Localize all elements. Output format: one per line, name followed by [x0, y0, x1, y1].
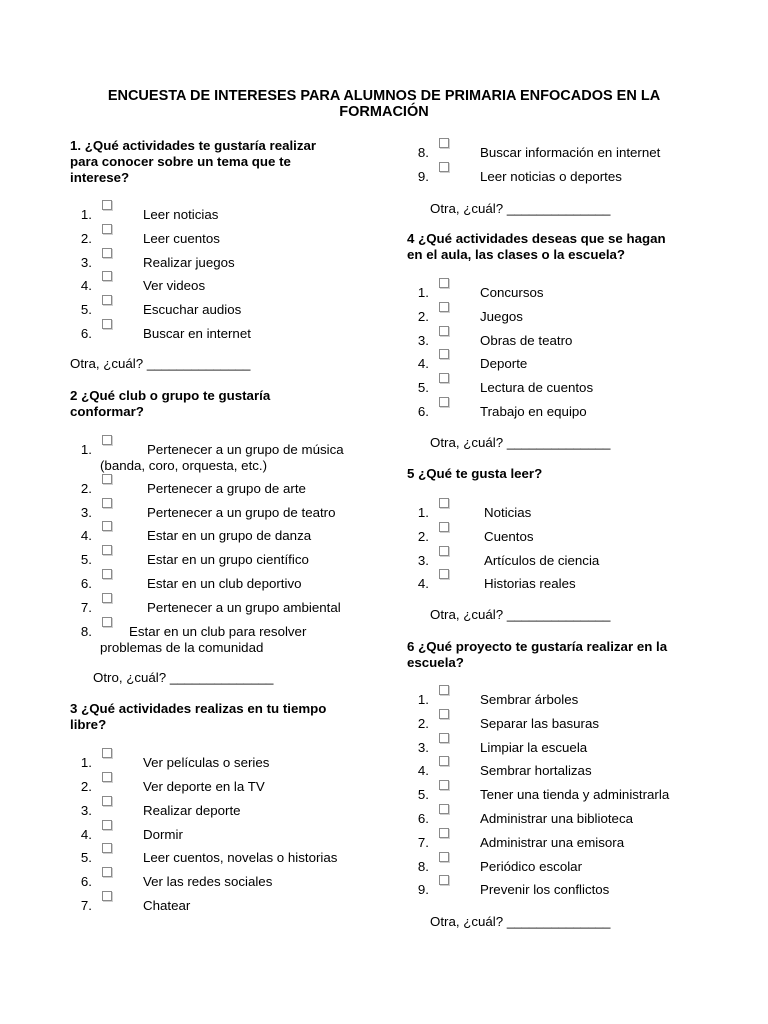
q3-option-1[interactable] — [78, 755, 398, 771]
document-title — [60, 88, 708, 120]
option-number: 9. — [417, 169, 429, 184]
option-number: 3. — [80, 505, 92, 520]
q3-option-8[interactable] — [415, 145, 735, 161]
checkbox[interactable] — [439, 780, 449, 790]
option-label-cont: (banda, coro, orquesta, etc.) — [100, 458, 268, 473]
q3-option-3[interactable] — [78, 803, 398, 819]
option-label: Leer noticias — [143, 207, 219, 222]
checkbox[interactable] — [102, 820, 112, 830]
option-label: Leer noticias o deportes — [480, 169, 622, 184]
option-number: 4. — [80, 827, 92, 842]
checkbox[interactable] — [439, 569, 449, 579]
checkbox[interactable] — [439, 522, 449, 532]
q5-other-field[interactable]: Otra, ¿cuál? ______________ — [430, 607, 611, 622]
question-3-heading — [70, 701, 370, 733]
q1-option-6[interactable] — [78, 326, 398, 342]
question-3-line: libre? — [70, 717, 107, 732]
q2-option-3[interactable] — [78, 505, 398, 521]
option-label: Cuentos — [484, 528, 534, 544]
q6-other-field[interactable]: Otra, ¿cuál? ______________ — [430, 914, 611, 929]
q1-other-field[interactable]: Otra, ¿cuál? ______________ — [70, 356, 251, 371]
option-number: 5. — [417, 380, 429, 396]
option-number: 4. — [80, 278, 92, 294]
checkbox[interactable] — [439, 138, 449, 148]
option-number: 1. — [417, 505, 429, 520]
option-number: 5. — [417, 787, 429, 803]
option-label: Pertenecer a un grupo ambiental — [147, 600, 341, 615]
question-4-line: en el aula, las clases o la escuela? — [407, 247, 626, 262]
q4-option-5[interactable] — [415, 380, 735, 396]
q2-option-7[interactable] — [78, 600, 398, 616]
option-label: Realizar deporte — [143, 803, 241, 818]
option-label: Leer cuentos — [143, 230, 220, 246]
q4-option-4[interactable] — [415, 356, 735, 372]
option-label: Administrar una biblioteca — [480, 811, 633, 826]
option-number: 6. — [80, 576, 92, 591]
option-label: Prevenir los conflictos — [480, 882, 610, 898]
checkbox[interactable] — [102, 796, 112, 806]
option-number: 2. — [80, 481, 92, 496]
checkbox[interactable] — [439, 397, 449, 407]
question-5-line: 5 ¿Qué te gusta leer? — [407, 466, 543, 481]
option-number: 7. — [417, 834, 429, 850]
checkbox[interactable] — [102, 200, 112, 210]
question-4-line: 4 ¿Qué actividades deseas que se hagan — [407, 231, 666, 246]
option-number: 3. — [417, 739, 429, 755]
q5-option-1[interactable] — [415, 505, 735, 521]
option-number: 2. — [417, 528, 429, 544]
checkbox[interactable] — [439, 756, 449, 766]
checkbox[interactable] — [102, 891, 112, 901]
question-5-heading — [407, 466, 707, 482]
option-label: Pertenecer a un grupo de teatro — [147, 505, 336, 520]
option-number: 1. — [80, 442, 92, 457]
question-1-heading — [70, 138, 370, 186]
q1-option-1[interactable] — [78, 207, 398, 223]
q3-option-5[interactable] — [78, 850, 398, 866]
checkbox[interactable] — [102, 569, 112, 579]
checkbox[interactable] — [439, 498, 449, 508]
option-number: 6. — [417, 811, 429, 826]
option-label: Artículos de ciencia — [484, 552, 600, 568]
option-label: Escuchar audios — [143, 302, 242, 318]
option-label: Tener una tienda y administrarla — [480, 787, 670, 803]
q1-option-5[interactable] — [78, 302, 398, 318]
checkbox[interactable] — [439, 733, 449, 743]
option-number: 2. — [417, 308, 429, 324]
q4-other-field[interactable]: Otra, ¿cuál? ______________ — [430, 435, 611, 450]
q6-option-1[interactable] — [415, 692, 735, 708]
option-number: 3. — [80, 803, 92, 818]
question-2-heading — [70, 388, 370, 420]
option-number: 5. — [80, 302, 92, 318]
q5-option-4[interactable] — [415, 576, 735, 592]
option-label: Sembrar árboles — [480, 692, 579, 707]
question-1-line: 1. ¿Qué actividades te gustaría realizar — [70, 138, 317, 153]
option-number: 8. — [417, 858, 429, 874]
question-1-line: para conocer sobre un tema que te — [70, 154, 291, 169]
q6-option-6[interactable] — [415, 811, 735, 827]
option-number: 2. — [80, 779, 92, 794]
q2-option-8[interactable] — [78, 624, 398, 655]
q4-option-3[interactable] — [415, 333, 735, 349]
question-1-line: interese? — [70, 170, 130, 185]
option-number: 2. — [80, 230, 92, 246]
question-6-line: 6 ¿Qué proyecto te gustaría realizar en la — [407, 639, 668, 654]
checkbox[interactable] — [439, 326, 449, 336]
option-label: Sembrar hortalizas — [480, 763, 592, 779]
q4-option-2[interactable] — [415, 309, 735, 325]
option-label-cont: problemas de la comunidad — [100, 640, 264, 655]
option-label: Juegos — [480, 308, 523, 324]
option-number: 1. — [417, 285, 429, 300]
q4-option-6[interactable] — [415, 404, 735, 420]
checkbox[interactable] — [102, 748, 112, 758]
q1-option-3[interactable] — [78, 255, 398, 271]
option-label: Buscar en internet — [143, 326, 251, 341]
checkbox[interactable] — [439, 349, 449, 359]
checkbox[interactable] — [439, 804, 449, 814]
option-number: 1. — [80, 755, 92, 770]
option-number: 3. — [417, 552, 429, 568]
option-label: Estar en un grupo científico — [147, 552, 309, 567]
option-label: Lectura de cuentos — [480, 380, 594, 396]
q3-option-9[interactable] — [415, 169, 735, 185]
q2-other-field[interactable]: Otro, ¿cuál? ______________ — [93, 670, 274, 685]
q5-option-3[interactable] — [415, 553, 735, 569]
checkbox[interactable] — [102, 843, 112, 853]
q1-option-2[interactable] — [78, 231, 398, 247]
option-label: Deporte — [480, 356, 528, 372]
checkbox[interactable] — [439, 828, 449, 838]
checkbox[interactable] — [439, 373, 449, 383]
checkbox[interactable] — [102, 224, 112, 234]
checkbox[interactable] — [439, 162, 449, 172]
checkbox[interactable] — [102, 248, 112, 258]
option-number: 7. — [80, 600, 92, 615]
option-label: Pertenecer a un grupo de música — [147, 442, 344, 457]
option-label: Chatear — [143, 898, 191, 913]
option-number: 1. — [417, 692, 429, 707]
option-label: Separar las basuras — [480, 715, 599, 731]
checkbox[interactable] — [102, 772, 112, 782]
checkbox[interactable] — [102, 545, 112, 555]
q6-option-2[interactable] — [415, 716, 735, 732]
option-label: Administrar una emisora — [480, 834, 625, 850]
option-number: 9. — [417, 882, 429, 898]
question-3-line: 3 ¿Qué actividades realizas en tu tiempo — [70, 701, 327, 716]
option-number: 4. — [80, 528, 92, 543]
option-label: Concursos — [480, 285, 544, 300]
q3-option-7[interactable] — [78, 898, 398, 914]
checkbox[interactable] — [102, 593, 112, 603]
option-number: 6. — [80, 874, 92, 889]
checkbox[interactable] — [102, 617, 112, 627]
q4-option-1[interactable] — [415, 285, 735, 301]
q1-option-4[interactable] — [78, 278, 398, 294]
option-label: Estar en un club para resolver — [129, 624, 307, 639]
q2-option-5[interactable] — [78, 552, 398, 568]
option-label: Estar en un club deportivo — [147, 576, 302, 591]
q3-other-field[interactable]: Otra, ¿cuál? ______________ — [430, 201, 611, 216]
q2-option-1[interactable] — [78, 442, 398, 473]
option-number: 5. — [80, 850, 92, 865]
option-number: 7. — [80, 898, 92, 913]
q2-option-2[interactable] — [78, 481, 398, 497]
checkbox[interactable] — [439, 875, 449, 885]
option-number: 6. — [80, 326, 92, 341]
option-number: 3. — [80, 254, 92, 270]
option-label: Obras de teatro — [480, 332, 573, 348]
option-label: Leer cuentos, novelas o historias — [143, 850, 338, 865]
checkbox[interactable] — [439, 302, 449, 312]
option-label: Buscar información en internet — [480, 145, 661, 160]
q6-option-7[interactable] — [415, 835, 735, 851]
question-2-line: 2 ¿Qué club o grupo te gustaría — [70, 388, 271, 403]
question-6-line: escuela? — [407, 655, 464, 670]
option-number: 8. — [80, 624, 92, 639]
checkbox[interactable] — [102, 867, 112, 877]
option-label: Noticias — [484, 505, 532, 520]
q3-option-2[interactable] — [78, 779, 398, 795]
checkbox[interactable] — [102, 474, 112, 484]
q3-option-6[interactable] — [78, 874, 398, 890]
q6-option-8[interactable] — [415, 859, 735, 875]
option-number: 4. — [417, 763, 429, 779]
question-2-line: conformar? — [70, 404, 144, 419]
option-label: Dormir — [143, 827, 183, 842]
option-label: Periódico escolar — [480, 858, 582, 874]
q3-option-4[interactable] — [78, 827, 398, 843]
option-number: 6. — [417, 404, 429, 419]
title-line-1: ENCUESTA DE INTERESES PARA ALUMNOS DE PRIMARIA ENFOCADOS EN LA — [107, 88, 661, 104]
checkbox[interactable] — [439, 852, 449, 862]
option-label: Ver películas o series — [143, 755, 270, 770]
checkbox[interactable] — [102, 319, 112, 329]
checkbox[interactable] — [102, 521, 112, 531]
checkbox[interactable] — [439, 709, 449, 719]
option-number: 1. — [80, 207, 92, 222]
option-label: Realizar juegos — [143, 254, 235, 270]
question-4-heading — [407, 231, 707, 263]
checkbox[interactable] — [102, 498, 112, 508]
option-number: 5. — [80, 552, 92, 567]
q6-option-5[interactable] — [415, 787, 735, 803]
q6-option-9[interactable] — [415, 882, 735, 898]
q2-option-4[interactable] — [78, 528, 398, 544]
option-label: Pertenecer a grupo de arte — [147, 481, 306, 496]
option-label: Trabajo en equipo — [480, 404, 587, 419]
option-label: Ver videos — [143, 278, 206, 294]
option-number: 4. — [417, 576, 429, 592]
q2-option-6[interactable] — [78, 576, 398, 592]
q5-option-2[interactable] — [415, 529, 735, 545]
q6-option-4[interactable] — [415, 763, 735, 779]
option-label: Historias reales — [484, 576, 576, 592]
option-label: Ver deporte en la TV — [143, 779, 265, 794]
checkbox[interactable] — [439, 685, 449, 695]
option-label: Estar en un grupo de danza — [147, 528, 312, 543]
option-number: 2. — [417, 715, 429, 731]
checkbox[interactable] — [102, 271, 112, 281]
option-number: 8. — [417, 145, 429, 160]
option-label: Ver las redes sociales — [143, 874, 273, 889]
checkbox[interactable] — [439, 546, 449, 556]
title-line-2: FORMACIÓN — [339, 104, 429, 120]
checkbox[interactable] — [102, 295, 112, 305]
question-6-heading — [407, 639, 707, 671]
option-label: Limpiar la escuela — [480, 739, 588, 755]
q6-option-3[interactable] — [415, 740, 735, 756]
option-number: 3. — [417, 332, 429, 348]
option-number: 4. — [417, 356, 429, 372]
checkbox[interactable] — [102, 435, 112, 445]
checkbox[interactable] — [439, 278, 449, 288]
